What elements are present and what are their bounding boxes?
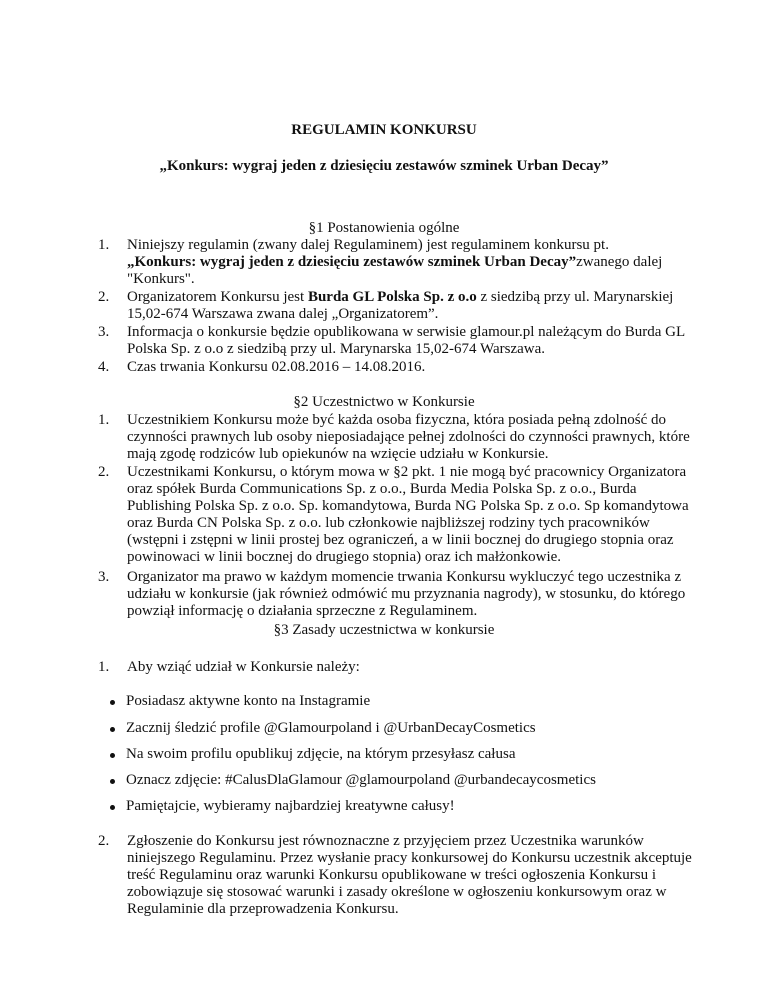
list-number: 4. [98, 359, 110, 375]
document-title: REGULAMIN KONKURSU [291, 122, 477, 138]
list-number: 1. [98, 237, 110, 253]
list-text: Zgłoszenie do Konkursu jest równoznaczne z przyjęciem przez Uczestnika warunków niniejszego Regulaminu. Przez wysłanie pracy konkursowej do Konkursu uczestnik akceptuje treść Regulaminu oraz warunki Konkursu opublikowane w treści ogłoszenia Konkursu i zobowiązuje się stosować warunki i zasady określone w ogłoszeniu konkursowym oraz w Regulaminie dla przeprowadzenia Konkursu. [127, 833, 692, 917]
list-text: Niniejszy regulamin (zwany dalej Regulaminem) jest regulaminem konkursu pt. „Konkurs: wygraj jeden z dziesięciu zestawów szminek Urban Decay”zwanego dalej "Konkurs". [127, 237, 663, 287]
list-number: 1. [98, 412, 110, 428]
section1-heading: §1 Postanowienia ogólne [308, 220, 460, 236]
bullet-dot-icon [110, 753, 115, 758]
list-text: Uczestnikiem Konkursu może być każda osoba fizyczna, która posiada pełną zdolność do czynności prawnych lub osoby nieposiadające pełnej zdolności do czynności prawnych, które mają zgodę rodziców lub opiekunów na wzięcie udziału w Konkursie. [127, 412, 690, 462]
list-text: Organizatorem Konkursu jest Burda GL Polska Sp. z o.o z siedzibą przy ul. Marynarskiej 15,02-674 Warszawa zwana dalej „Organizatorem”. [127, 289, 674, 322]
bullet-dot-icon [110, 779, 115, 784]
list-number: 2. [98, 464, 110, 480]
section2-heading: §2 Uczestnictwo w Konkursie [293, 394, 475, 410]
document-page: REGULAMIN KONKURSU „Konkurs: wygraj jeden z dziesięciu zestawów szminek Urban Decay” §1 Postanowienia ogólne 1. Niniejszy regulamin (zwany dalej Regulaminem) jest regulaminem konkursu pt. „Konkurs: wygraj jeden z dziesięciu zestawów szminek Urban Decay”zwanego dalej "Konkurs". 2. Organizatorem Konkursu jest Burda GL Polska Sp. z o.o z siedzibą przy ul. Marynarskiej 15,02-674 Warszawa zwana dalej „Organizatorem”. 3. Informacja o konkursie będzie opublikowana w serwisie glamour.pl należącym do Burda GL Polska Sp. z o.o z siedzibą przy ul. Marynarska 15,02-674 Warszawa. 4. Czas trwania Konkursu 02.08.2016 – 14.08.2016. §2 Uczestnictwo w Konkursie 1. Uczestnikiem Konkursu może być każda osoba fizyczna, która posiada pełną zdolność do czynności prawnych lub osoby nieposiadające pełnej zdolności do czynności prawnych, które mają zgodę rodziców lub opiekunów na wzięcie udziału w Konkursie. 2. Uczestnikami Konkursu, o którym mowa w §2 pkt. 1 nie mogą być pracownicy Organizatora oraz spółek Burda Communications Sp. z o.o., Burda Media Polska Sp. z o.o., Burda Publishing Polska Sp. z o.o. Sp. komandytowa, Burda NG Polska Sp. z o.o. Sp komandytowa oraz Burda CN Polska Sp. z o.o. lub członkowie najbliższej rodziny tych pracowników (wstępni i zstępni w linii prostej bez ograniczeń, a w linii bocznej do drugiego stopnia oraz powinowaci w linii bocznej do drugiego stopnia) oraz ich małżonkowie. 3. Organizator ma prawo w każdym momencie trwania Konkursu wykluczyć tego uczestnika z udziału w konkursie (jak również odmówić mu przyznania nagrody), w stosunku, do którego powziął informację o działania sprzeczne z Regulaminem. §3 Zasady uczestnictwa w konkursie 1. Aby wziąć udział w Konkursie należy: Posiadasz aktywne konto na Instagramie Zacznij śledzić profile @Glamourpoland i @UrbanDecayCosmetics Na swoim profilu opublikuj zdjęcie, na którym przesyłasz całusa Oznacz zdjęcie: #CalusDlaGlamour @glamourpoland @urbandecaycosmetics Pamiętajcie, wybieramy najbardziej kreatywne całusy! 2. Zgłoszenie do Konkursu jest równoznaczne z przyjęciem przez Uczestnika warunków niniejszego Regulaminu. Przez wysłanie pracy konkursowej do Konkursu uczestnik akceptuje treść Regulaminu oraz warunki Konkursu opublikowane w treści ogłoszenia Konkursu i zobowiązuje się stosować warunki i zasady określone w ogłoszeniu konkursowym oraz w Regulaminie dla przeprowadzenia Konkursu. [0, 0, 768, 994]
list-text: Uczestnikami Konkursu, o którym mowa w §2 pkt. 1 nie mogą być pracownicy Organizatora oraz spółek Burda Communications Sp. z o.o., Burda Media Polska Sp. z o.o., Burda Publishing Polska Sp. z o.o. Sp. komandytowa, Burda NG Polska Sp. z o.o. Sp komandytowa oraz Burda CN Polska Sp. z o.o. lub członkowie najbliższej rodziny tych pracowników (wstępni i zstępni w linii prostej bez ograniczeń, a w linii bocznej do drugiego stopnia oraz powinowaci w linii bocznej do drugiego stopnia) oraz ich małżonkowie. [127, 464, 689, 565]
list-number: 1. [98, 659, 110, 675]
section3-heading: §3 Zasady uczestnictwa w konkursie [273, 622, 495, 638]
list-text: Aby wziąć udział w Konkursie należy: [127, 659, 360, 675]
bullet-dot-icon [110, 727, 115, 732]
bullet-dot-icon [110, 805, 115, 810]
bullet-dot-icon [110, 700, 115, 705]
list-number: 3. [98, 569, 110, 585]
list-text: Informacja o konkursie będzie opublikowana w serwisie glamour.pl należącym do Burda GL Polska Sp. z o.o z siedzibą przy ul. Marynarska 15,02-674 Warszawa. [127, 324, 685, 357]
list-text: Czas trwania Konkursu 02.08.2016 – 14.08.2016. [127, 359, 426, 375]
list-number: 2. [98, 833, 110, 849]
list-number: 2. [98, 289, 110, 305]
list-text: Organizator ma prawo w każdym momencie trwania Konkursu wykluczyć tego uczestnika z udziału w konkursie (jak również odmówić mu przyznania nagrody), w stosunku, do którego powziął informację o działania sprzeczne z Regulaminem. [127, 569, 686, 619]
list-number: 3. [98, 324, 110, 340]
document-subtitle: „Konkurs: wygraj jeden z dziesięciu zestawów szminek Urban Decay” [159, 158, 609, 174]
